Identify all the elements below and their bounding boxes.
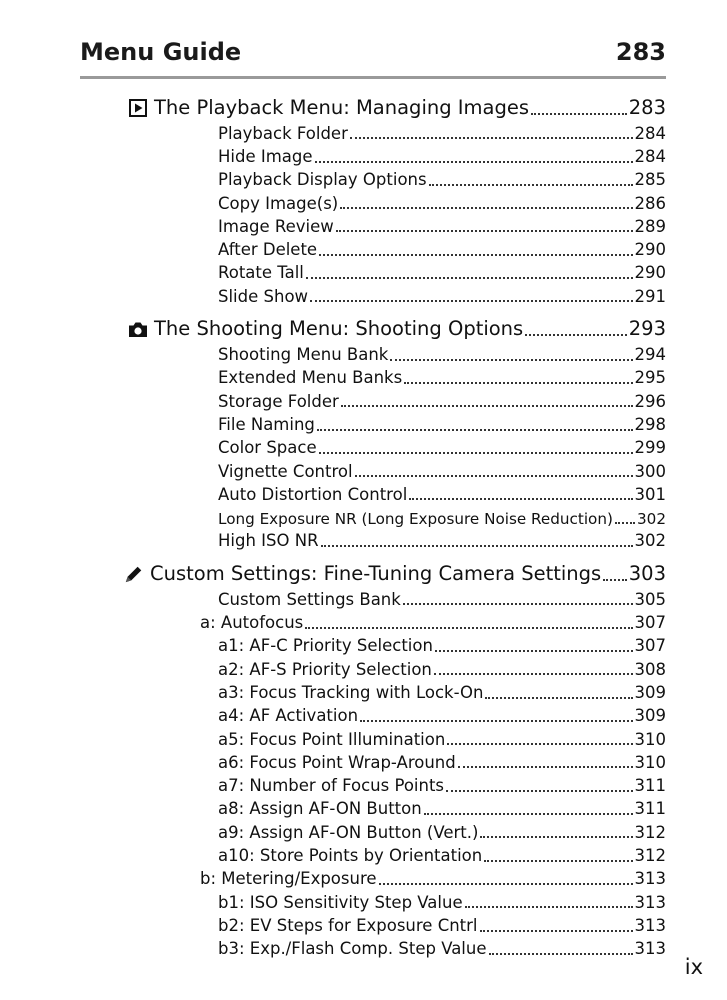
toc-entry-label: File Naming	[218, 414, 315, 434]
toc-entry[interactable]	[218, 366, 666, 389]
toc-entry-label: b2: EV Steps for Exposure Cntrl	[218, 915, 478, 935]
toc-entry-label: Color Space	[218, 438, 317, 458]
dot-leader	[319, 452, 633, 454]
toc-entry[interactable]	[218, 680, 666, 703]
toc-entry[interactable]	[218, 843, 666, 866]
toc-entry[interactable]	[218, 820, 666, 843]
dot-leader	[603, 579, 627, 581]
dot-leader	[315, 161, 633, 163]
toc-entry-label: a4: AF Activation	[218, 706, 359, 726]
page-header	[80, 36, 666, 79]
toc-entry[interactable]	[218, 459, 666, 482]
toc-entry[interactable]	[218, 121, 666, 144]
toc-entry-label: Hide Image	[218, 146, 313, 166]
camera-icon	[128, 319, 148, 339]
toc-entry-label: Storage Folder	[218, 391, 339, 411]
dot-leader	[404, 382, 632, 384]
toc-entry-label: a10: Store Points by Orientation	[218, 846, 483, 866]
toc-entry-page: 286	[634, 193, 666, 213]
toc-entry-label: Copy Image(s)	[218, 193, 339, 213]
toc-entry-label: a1: AF-C Priority Selection	[218, 636, 433, 656]
dot-leader	[434, 673, 633, 675]
dot-leader	[446, 790, 632, 792]
toc-entry-page: 310	[634, 729, 666, 749]
toc-entry[interactable]	[218, 284, 666, 307]
toc-entry-label: Auto Distortion Control	[218, 484, 408, 504]
toc-entry-page: 291	[634, 286, 666, 306]
dot-leader	[321, 545, 633, 547]
dot-leader	[306, 277, 633, 279]
toc-entry-page: 283	[628, 95, 666, 119]
toc-entry[interactable]	[218, 191, 666, 214]
toc-entry-page: 294	[634, 345, 666, 365]
toc-entry[interactable]	[218, 342, 666, 365]
toc-entry-label: Rotate Tall	[218, 263, 304, 283]
toc-entry[interactable]	[218, 797, 666, 820]
toc-entry-label: b: Metering/Exposure	[200, 869, 377, 889]
toc-entry-page: 300	[634, 461, 666, 481]
toc-entry[interactable]	[218, 529, 666, 552]
dot-leader	[390, 359, 632, 361]
toc-entry-page: 285	[634, 170, 666, 190]
toc-entry-label: Playback Folder	[218, 123, 348, 143]
dot-leader	[403, 603, 633, 605]
toc-entry-page: 293	[628, 317, 666, 341]
toc-entry[interactable]	[218, 587, 666, 610]
toc-entry-label: a5: Focus Point Illumination	[218, 729, 446, 749]
page-title: Menu Guide	[80, 38, 242, 66]
toc-entry[interactable]	[218, 750, 666, 773]
toc-entry-page: 312	[634, 822, 666, 842]
toc-entry-label: The Shooting Menu: Shooting Options	[154, 317, 524, 341]
toc-entry-label: a6: Focus Point Wrap-Around	[218, 752, 456, 772]
toc-entry[interactable]	[218, 634, 666, 657]
toc-entry-page: 309	[634, 706, 666, 726]
dot-leader	[480, 930, 633, 932]
toc-entry[interactable]	[218, 144, 666, 167]
toc-entry-page: 302	[634, 531, 666, 551]
dot-leader	[525, 334, 627, 336]
dot-leader	[409, 498, 632, 500]
toc-entry[interactable]	[218, 168, 666, 191]
toc-entry[interactable]	[218, 727, 666, 750]
toc-entry-page: 307	[634, 636, 666, 656]
toc-entry[interactable]	[218, 412, 666, 435]
toc-entry-label: a8: Assign AF-ON Button	[218, 799, 422, 819]
toc-entry[interactable]	[218, 238, 666, 261]
toc-entry-page: 313	[634, 939, 666, 959]
toc-entry-label: After Delete	[218, 240, 318, 260]
dot-leader	[424, 813, 633, 815]
toc-subsection[interactable]	[200, 867, 666, 890]
toc-entry-page: 310	[634, 752, 666, 772]
dot-leader	[615, 522, 635, 524]
toc-entry-label: a3: Focus Tracking with Lock-On	[218, 682, 484, 702]
dot-leader	[531, 113, 627, 115]
dot-leader	[447, 743, 632, 745]
dot-leader	[484, 860, 632, 862]
toc-entry-label: High ISO NR	[218, 531, 319, 551]
header-page-number: 283	[615, 38, 666, 66]
dot-leader	[340, 207, 632, 209]
toc-entry-page: 298	[634, 414, 666, 434]
toc-entry[interactable]	[218, 214, 666, 237]
toc-entry[interactable]	[218, 704, 666, 727]
toc-entry-page: 313	[634, 915, 666, 935]
dot-leader	[360, 720, 632, 722]
toc-entry-label: Long Exposure NR (Long Exposure Noise Reduction)	[218, 509, 613, 528]
toc-entry-page: 309	[634, 682, 666, 702]
toc-entry-label: Shooting Menu Bank	[218, 345, 389, 365]
dot-leader	[379, 883, 633, 885]
toc-entry-label: Custom Settings Bank	[218, 589, 401, 609]
toc-entry-page: 295	[634, 368, 666, 388]
toc-entry[interactable]	[218, 389, 666, 412]
toc-entry-page: 307	[634, 613, 666, 633]
toc-entry-page: 290	[634, 263, 666, 283]
toc-entry-label: Slide Show	[218, 286, 309, 306]
toc-entry-page: 311	[634, 799, 666, 819]
toc-entry-label: Extended Menu Banks	[218, 368, 403, 388]
toc-entry-page: 301	[634, 484, 666, 504]
toc-entry-label: a2: AF-S Priority Selection	[218, 659, 432, 679]
dot-leader	[319, 254, 632, 256]
dot-leader	[485, 697, 632, 699]
toc-entry-label: The Playback Menu: Managing Images	[154, 95, 530, 119]
playback-icon	[128, 98, 148, 118]
toc-entry-label: a7: Number of Focus Points	[218, 776, 445, 796]
toc-entry[interactable]	[218, 774, 666, 797]
dot-leader	[489, 953, 633, 955]
toc-section[interactable]	[128, 313, 666, 341]
toc-entry-page: 303	[628, 561, 666, 585]
toc-section[interactable]	[124, 558, 666, 586]
toc-entry[interactable]	[218, 506, 666, 529]
toc-entry-page: 305	[634, 589, 666, 609]
toc-entry[interactable]	[218, 937, 666, 960]
toc-entry-page: 284	[634, 146, 666, 166]
dot-leader	[429, 184, 633, 186]
toc-entry[interactable]	[218, 913, 666, 936]
dot-leader	[350, 137, 633, 139]
pencil-icon	[124, 564, 144, 584]
dot-leader	[355, 475, 633, 477]
toc-entry-page: 313	[634, 892, 666, 912]
dot-leader	[317, 429, 633, 431]
dot-leader	[480, 836, 632, 838]
toc-entry[interactable]	[218, 436, 666, 459]
toc-entry-label: Playback Display Options	[218, 170, 427, 190]
dot-leader	[305, 627, 632, 629]
toc-entry-page: 312	[634, 846, 666, 866]
toc-entry-label: b1: ISO Sensitivity Step Value	[218, 892, 463, 912]
toc-entry-label: Image Review	[218, 216, 334, 236]
toc-entry-page: 290	[634, 240, 666, 260]
dot-leader	[458, 766, 633, 768]
dot-leader	[435, 650, 633, 652]
toc-entry-page: 284	[634, 123, 666, 143]
dot-leader	[310, 300, 632, 302]
toc-entry-page: 308	[634, 659, 666, 679]
toc-entry-label: Vignette Control	[218, 461, 353, 481]
toc-entry-page: 296	[634, 391, 666, 411]
toc-entry[interactable]	[218, 482, 666, 505]
toc-entry-label: b3: Exp./Flash Comp. Step Value	[218, 939, 487, 959]
dot-leader	[465, 906, 633, 908]
toc-entry[interactable]	[218, 890, 666, 913]
toc-entry-page: 289	[634, 216, 666, 236]
dot-leader	[341, 405, 633, 407]
toc-section[interactable]	[128, 92, 666, 120]
toc-entry-label: a9: Assign AF-ON Button (Vert.)	[218, 822, 479, 842]
folio: ix	[684, 955, 703, 979]
toc-entry-page: 299	[634, 438, 666, 458]
toc-entry-page: 311	[634, 776, 666, 796]
toc-entry-label: Custom Settings: Fine-Tuning Camera Settings	[150, 561, 602, 585]
toc-entry-label: a: Autofocus	[200, 613, 304, 633]
toc-subsection[interactable]	[200, 610, 666, 633]
toc-entry-page: 302	[637, 509, 666, 528]
toc-entry[interactable]	[218, 261, 666, 284]
toc-entry[interactable]	[218, 657, 666, 680]
toc-entry-page: 313	[634, 869, 666, 889]
dot-leader	[336, 230, 633, 232]
